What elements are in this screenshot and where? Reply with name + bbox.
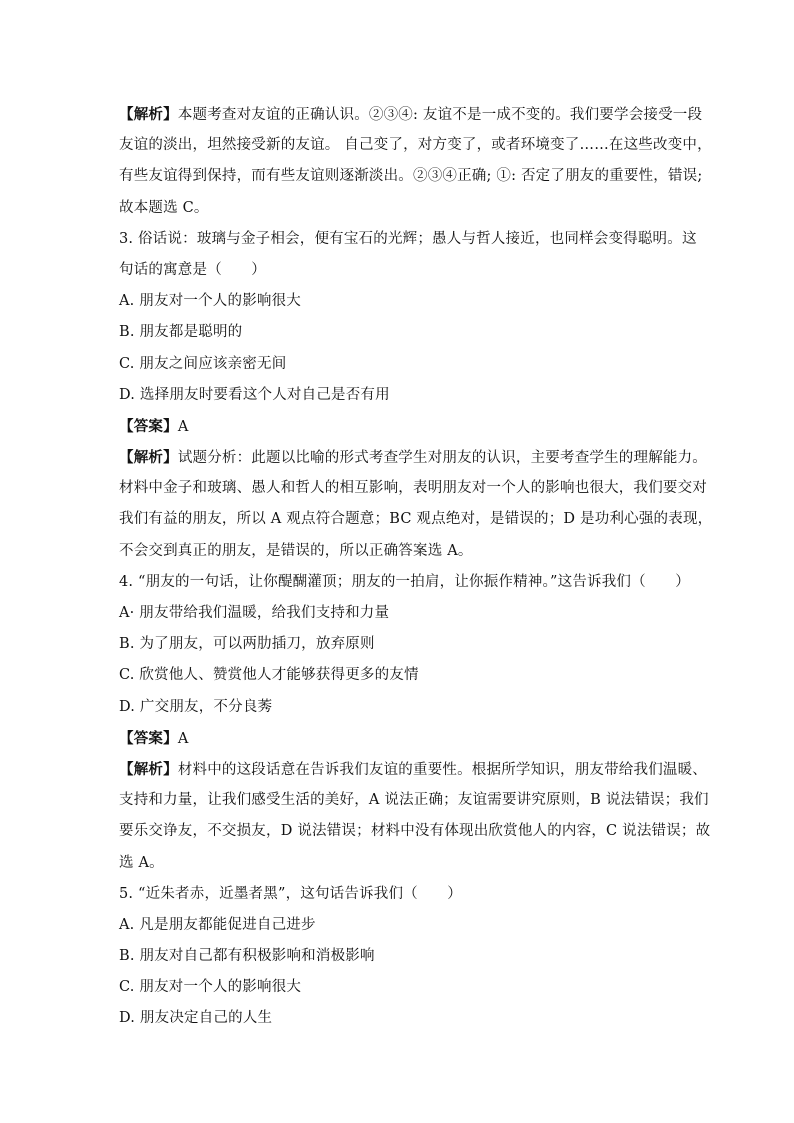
question-3-explanation bbox=[119, 442, 708, 473]
answer-tag: 【答案】 bbox=[119, 417, 178, 435]
explanation-line bbox=[119, 99, 703, 130]
answer-value: A bbox=[177, 418, 189, 435]
question-5-option-c: C. 朋友对一个人的影响很大 bbox=[119, 979, 302, 996]
explanation-tag: 【解析】 bbox=[119, 106, 178, 123]
explanation-line: 友谊的淡出，坦然接受新的友谊。 自己变了，对方变了，或者环境变了……在这些改变中， bbox=[119, 137, 712, 154]
question-3-option-a: A. 朋友对一个人的影响很大 bbox=[119, 293, 301, 310]
explanation-text: 试题分析：此题以比喻的形式考查学生对朋友的认识，主要考查学生的理解能力。 bbox=[177, 450, 708, 467]
question-5-stem: 5. “近朱者赤，近墨者黑”，这句话告诉我们（ ） bbox=[119, 885, 462, 902]
question-5-option-b: B. 朋友对自己都有积极影响和消极影响 bbox=[119, 948, 375, 965]
question-3-answer bbox=[119, 411, 699, 442]
question-3-explanation: 不会交到真正的朋友，是错误的，所以正确答案选 A。 bbox=[119, 542, 473, 559]
question-4-explanation: 支持和力量，让我们感受生活的美好，A 说法正确；友谊需要讲究原则，B 说法错误；我们 bbox=[119, 792, 709, 809]
question-4-explanation: 要乐交诤友，不交损友，D 说法错误；材料中没有体现出欣赏他人的内容，C 说法错误；故 bbox=[119, 823, 711, 840]
answer-tag: 【答案】 bbox=[119, 729, 178, 747]
question-4-stem: 4. “朋友的一句话，让你醍醐灌顶；朋友的一拍肩，让你振作精神。”这告诉我们（ ） bbox=[119, 573, 690, 590]
question-4-option-a: A· 朋友带给我们温暖，给我们支持和力量 bbox=[119, 605, 390, 621]
question-3-explanation: 材料中金子和玻璃、愚人和哲人的相互影响，表明朋友对一个人的影响也很大，我们要交对 bbox=[119, 480, 707, 497]
explanation-text: 材料中的这段话意在告诉我们友谊的重要性。根据所学知识，朋友带给我们温暖、 bbox=[177, 761, 708, 778]
question-4-option-b: B. 为了朋友，可以两肋插刀，放弃原则 bbox=[119, 636, 375, 653]
answer-value: A bbox=[177, 730, 189, 747]
question-3-option-b: B. 朋友都是聪明的 bbox=[119, 324, 243, 341]
question-3-stem: 3. 俗话说：玻璃与金子相会，便有宝石的光辉；愚人与哲人接近，也同样会变得聪明。这 bbox=[119, 230, 697, 247]
explanation-tag: 【解析】 bbox=[119, 449, 178, 467]
document-page bbox=[119, 99, 713, 1035]
question-3-explanation: 我们有益的朋友，所以 A 观点符合题意；BC 观点绝对，是错误的；D 是功利心强的表现， bbox=[119, 511, 713, 528]
question-3-option-d: D. 选择朋友时要看这个人对自己是否有用 bbox=[119, 386, 390, 403]
question-5-option-a: A. 凡是朋友都能促进自己进步 bbox=[119, 916, 316, 933]
explanation-line: 有些友谊得到保持，而有些友谊则逐渐淡出。②③④正确; ①: 否定了朋友的重要性，错误; bbox=[119, 168, 703, 185]
question-4-option-c: C. 欣赏他人、赞赏他人才能够获得更多的友情 bbox=[119, 667, 419, 684]
explanation-line: 故本题选 C。 bbox=[119, 199, 209, 216]
question-4-explanation bbox=[119, 754, 708, 785]
explanation-tag: 【解析】 bbox=[119, 760, 178, 778]
explanation-text: 本题考查对友谊的正确认识。②③④: 友谊不是一成不变的。我们要学会接受一段 bbox=[177, 107, 703, 123]
question-5-option-d: D. 朋友决定自己的人生 bbox=[119, 1010, 273, 1027]
question-3-stem: 句话的寓意是（ ） bbox=[119, 261, 266, 278]
question-4-option-d: D. 广交朋友，不分良莠 bbox=[119, 698, 273, 715]
question-4-answer bbox=[119, 723, 699, 754]
question-3-option-c: C. 朋友之间应该亲密无间 bbox=[119, 355, 287, 372]
question-4-explanation: 选 A。 bbox=[119, 854, 164, 871]
